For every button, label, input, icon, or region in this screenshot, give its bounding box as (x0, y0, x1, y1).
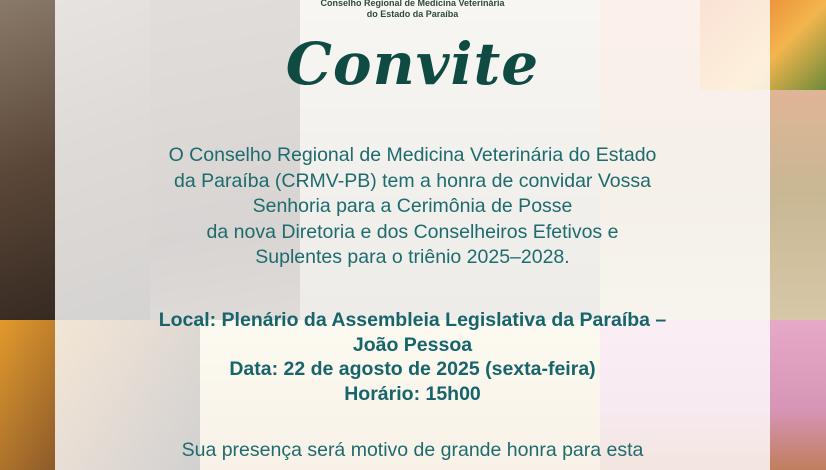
event-details (55, 308, 770, 406)
closing-line: Sua presença será motivo de grande honra para esta (181, 439, 644, 461)
intro-line: Suplentes para o triênio 2025–2028. (255, 246, 570, 268)
intro-line: da nova Diretoria e dos Conselheiros Efetivos e (206, 220, 619, 243)
invitation-card (55, 0, 770, 470)
org-name-line-1: Conselho Regional de Medicina Veterinária (320, 0, 505, 8)
event-location: Local: Plenário da Assembleia Legislativa da Paraíba – (158, 309, 667, 331)
org-name-line-2: do Estado da Paraíba (366, 9, 459, 19)
intro-line: O Conselho Regional de Medicina Veterinária do Estado (168, 144, 657, 166)
event-time: Horário: 15h00 (344, 382, 481, 405)
intro-line: Senhoria para a Cerimônia de Posse (252, 195, 573, 217)
event-date: Data: 22 de agosto de 2025 (sexta-feira) (229, 358, 596, 380)
intro-line: da Paraíba (CRMV-PB) tem a honra de convidar Vossa (174, 169, 651, 192)
invitation-intro (55, 143, 770, 271)
event-city: João Pessoa (352, 333, 473, 356)
invitation-title: Convite (285, 30, 540, 98)
closing-text (55, 438, 770, 464)
